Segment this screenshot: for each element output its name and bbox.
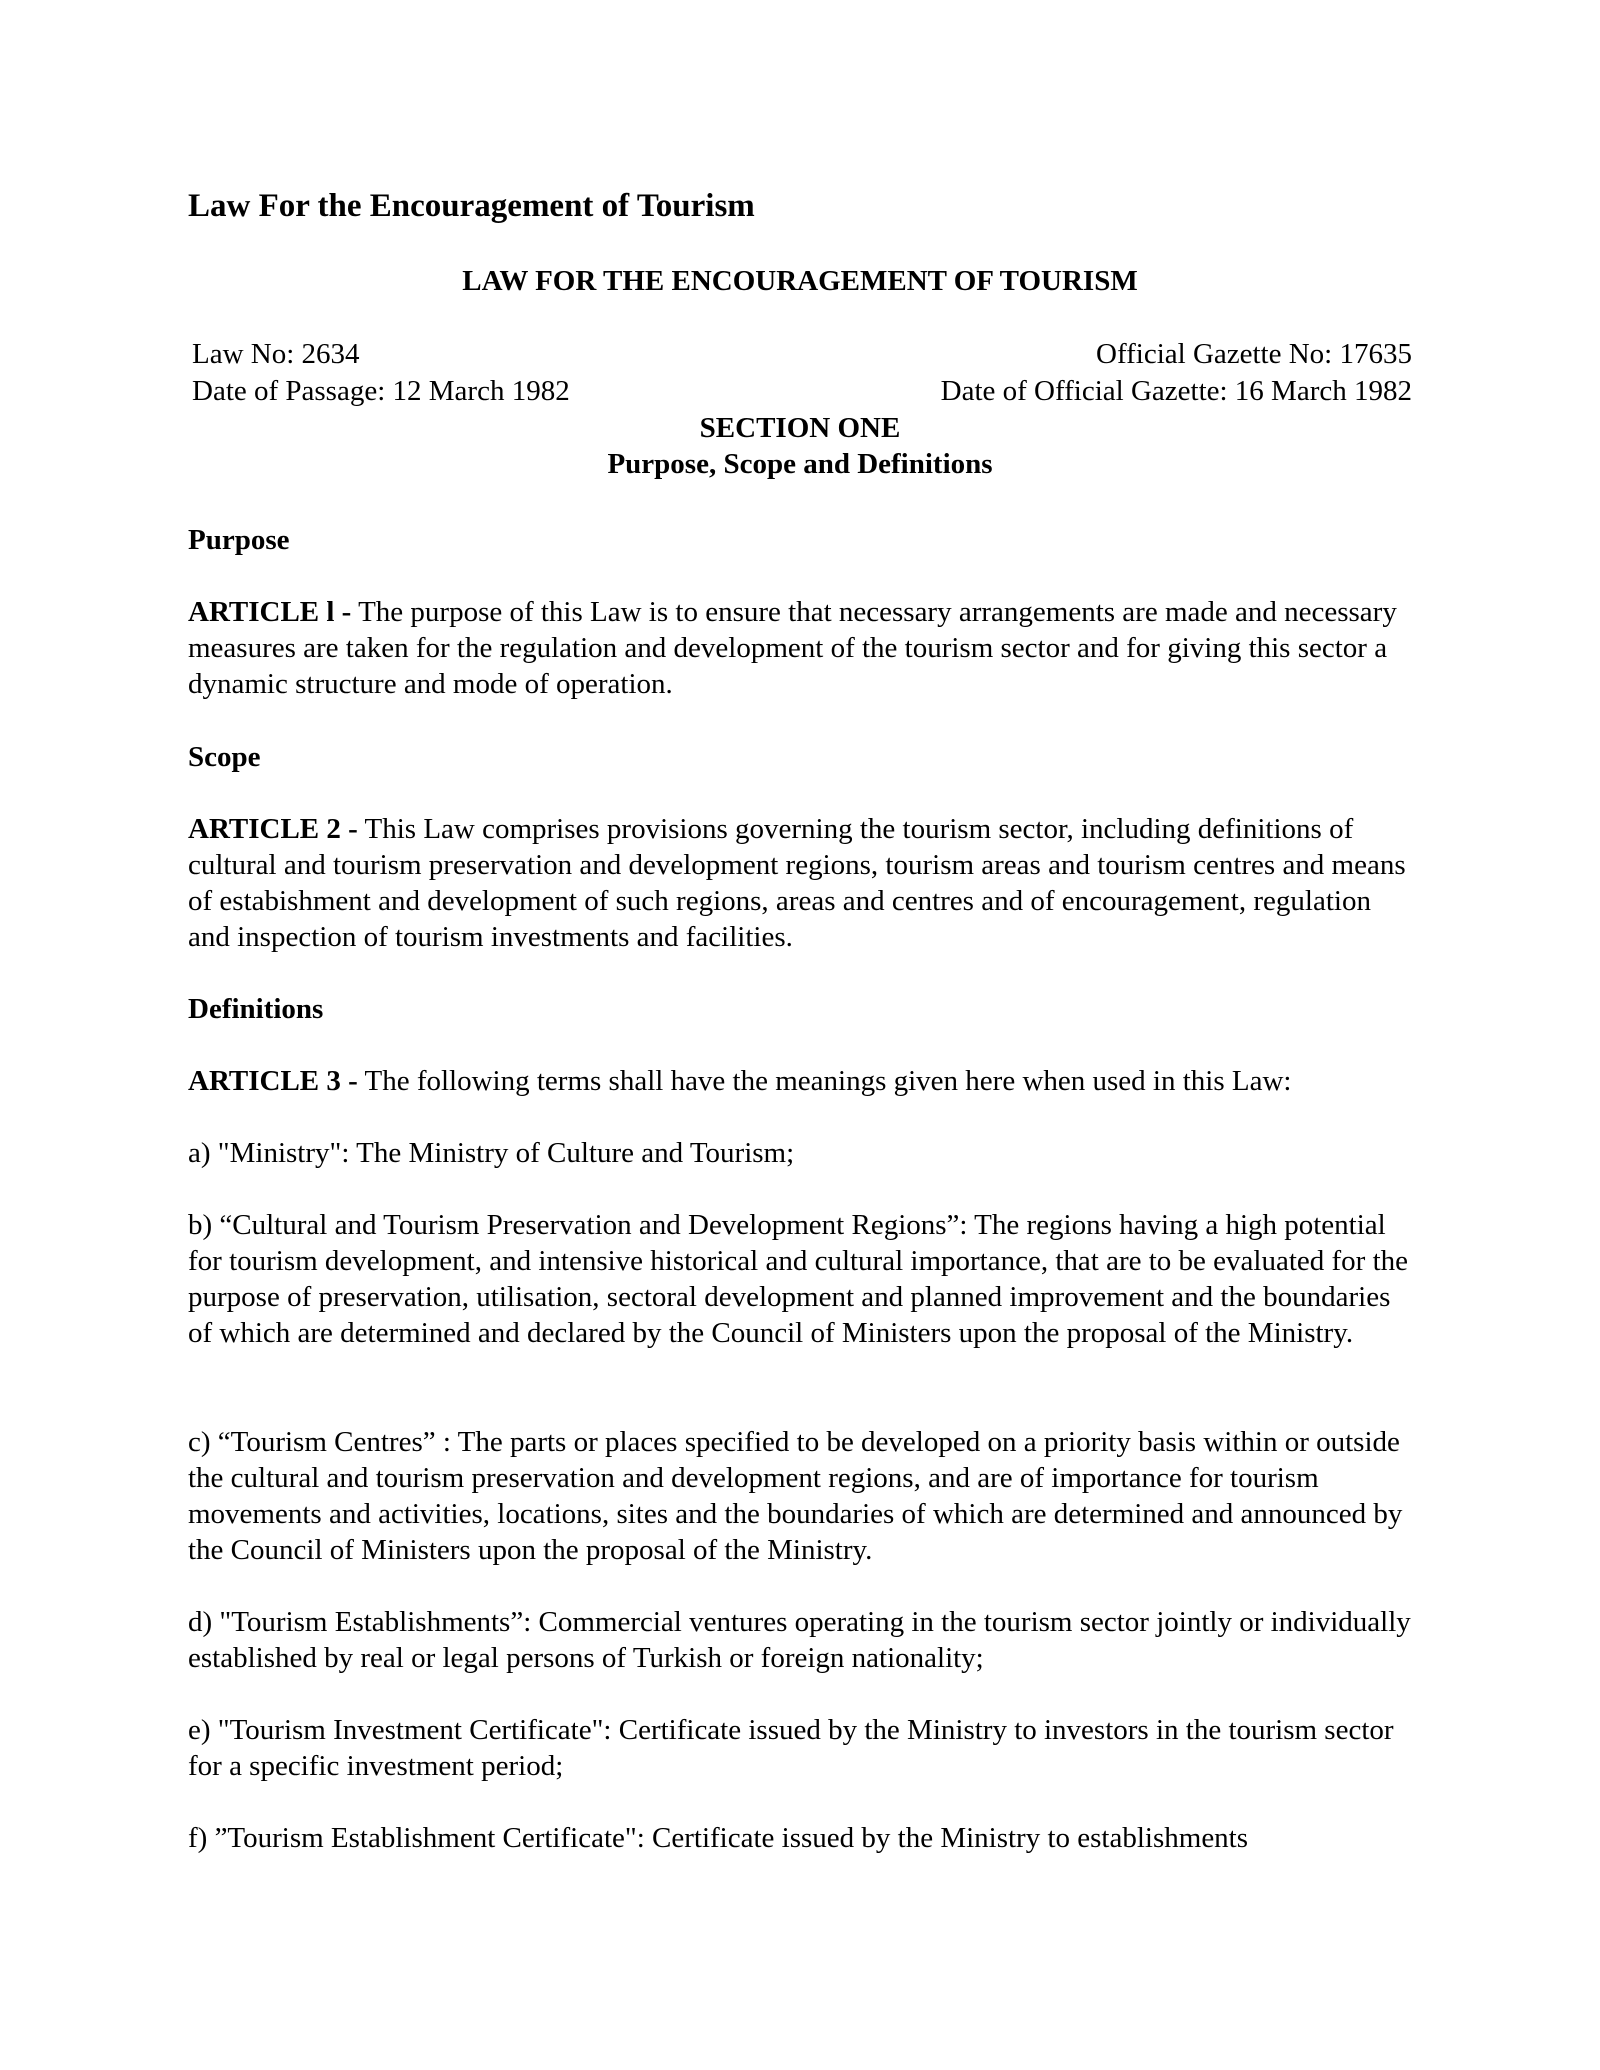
- meta-row-dates: [192, 375, 1412, 408]
- article-1-text: The purpose of this Law is to ensure that necessary arrangements are made and necessary measures are taken for the regulation and development of the tourism sector and for giving this sector a dynamic structure and mode of operation.: [188, 596, 1397, 700]
- scope-heading: Scope: [188, 741, 261, 773]
- definition-item-b: b) “Cultural and Tourism Preservation and Development Regions”: The regions having a high potential for tourism development, and intensive historical and cultural importance, that are to be evaluated for the purpose of preservation, utilisation, sectoral development and planned improvement and the boundaries of which are determined and declared by the Council of Ministers upon the proposal of the Ministry.: [188, 1209, 1408, 1349]
- definition-item-c: c) “Tourism Centres” : The parts or places specified to be developed on a priority basis within or outside the cultural and tourism preservation and development regions, and are of importance for tourism movements and activities, locations, sites and the boundaries of which are determined and announced by the Council of Ministers upon the proposal of the Ministry.: [188, 1426, 1403, 1566]
- article-2: [188, 811, 1412, 955]
- gazette-number: Official Gazette No: 17635: [1096, 338, 1412, 370]
- article-3-label: ARTICLE 3 -: [188, 1065, 358, 1097]
- article-2-text: This Law comprises provisions governing the tourism sector, including definitions of cultural and tourism preservation and development regions, tourism areas and tourism centres and means of estabishment and development of such regions, areas and centres and of encouragement, regulation and inspection of tourism investments and facilities.: [188, 813, 1406, 953]
- section-name: Purpose, Scope and Definitions: [607, 448, 993, 480]
- article-1: [188, 594, 1412, 702]
- definition-item-a: a) "Ministry": The Ministry of Culture and Tourism;: [188, 1137, 795, 1169]
- section-number: SECTION ONE: [699, 412, 901, 444]
- definition-item-d: d) "Tourism Establishments”: Commercial ventures operating in the tourism sector jointly or individually established by real or legal persons of Turkish or foreign nationality;: [188, 1606, 1411, 1674]
- definitions-heading: Definitions: [188, 993, 324, 1025]
- law-number: Law No: 2634: [192, 338, 360, 370]
- date-of-gazette: Date of Official Gazette: 16 March 1982: [940, 375, 1412, 407]
- date-of-passage: Date of Passage: 12 March 1982: [192, 375, 570, 407]
- article-3-text: The following terms shall have the meanings given here when used in this Law:: [357, 1065, 1292, 1097]
- meta-row-numbers: [192, 338, 1412, 371]
- article-2-label: ARTICLE 2 -: [188, 813, 358, 845]
- definition-item-f: f) ”Tourism Establishment Certificate": Certificate issued by the Ministry to establishments: [188, 1822, 1249, 1854]
- purpose-heading: Purpose: [188, 524, 290, 556]
- law-heading: LAW FOR THE ENCOURAGEMENT OF TOURISM: [462, 265, 1138, 297]
- article-1-label: ARTICLE l -: [188, 596, 352, 628]
- article-3: [188, 1063, 1412, 1099]
- document-title: Law For the Encouragement of Tourism: [188, 188, 755, 224]
- definition-item-e: e) "Tourism Investment Certificate": Certificate issued by the Ministry to investors in the tourism sector for a specific investment period;: [188, 1714, 1394, 1782]
